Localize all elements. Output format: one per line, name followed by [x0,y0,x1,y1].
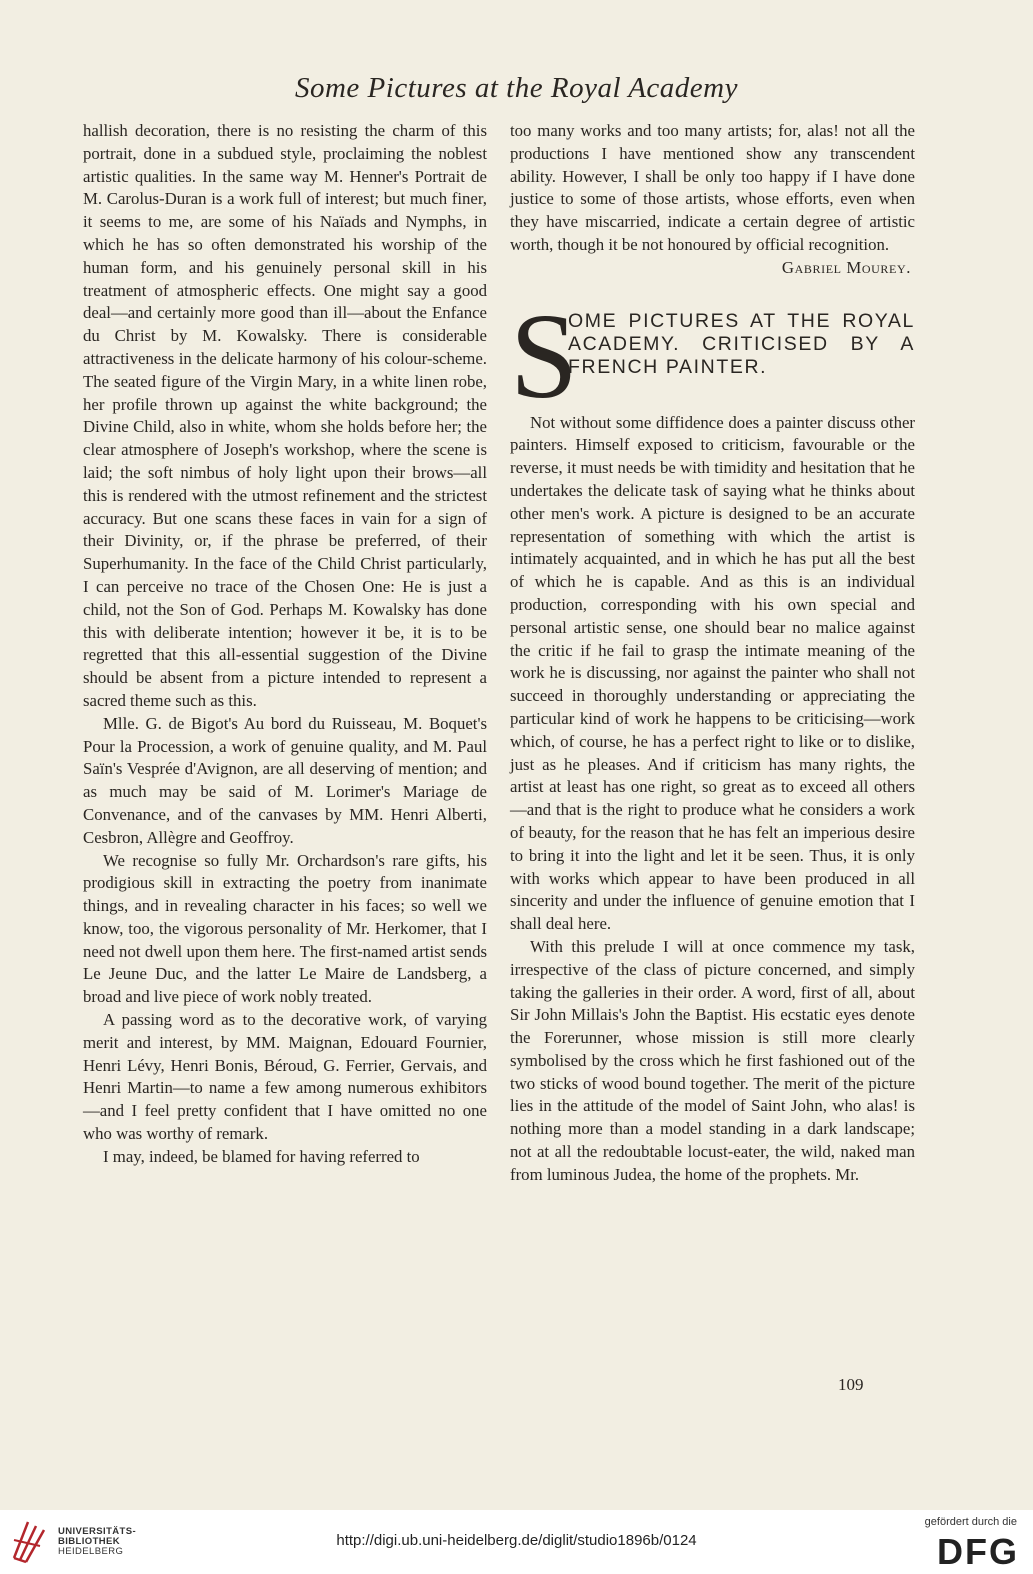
footer-bar [0,1510,1033,1574]
paragraph: hallish decoration, there is no resisting the charm of this portrait, done in a subdued style, proclaiming the noblest artistic qualities. In the same way M. Henner's Portrait de M. Carolus-Duran is a work full of interest; but much finer, it seems to me, are some of his Naïads and Nymphs, in which he has so often demonstrated his worship of the human form, and his genuinely personal skill in his treatment of atmospheric effects. One might say a good deal—and certainly more good than ill—about the Enfance du Christ by M. Kowalsky. There is considerable attractiveness in the delicate harmony of his colour-scheme. The seated figure of the Virgin Mary, in a white linen robe, her profile thrown up against the white background; the Divine Child, also in white, whom she holds before her; the clear atmosphere of Joseph's workshop, where the scene is laid; the soft nimbus of holy light upon their brows—all this is rendered with the utmost refinement and the strictest accuracy. But one scans these faces in vain for a sign of their Divinity, or, if the phrase be preferred, of their Superhumanity. In the face of the Child Christ particularly, I can perceive no trace of the Chosen One: He is just a child, not the Son of God. Perhaps M. Kowalsky has done this with deliberate intention; however it be, it is to be regretted that this all-essential suggestion of the Divine should be absent from a picture intended to represent a sacred theme such as this. [83,121,487,710]
paragraph: A passing word as to the decorative work, of varying merit and interest, by MM. Maignan, Edouard Fournier, Henri Lévy, Henri Bonis, Béroud, G. Ferrier, Gervais, and Henri Martin—to name a few among numerous exhibitors—and I feel pretty confident that I have omitted no one who was worthy of remark. [83,1010,487,1144]
paragraph: With this prelude I will at once commence my task, irrespective of the class of picture concerned, and simply taking the galleries in their order. A word, first of all, about Sir John Millais's John the Baptist. His ecstatic eyes denote the Forerunner, whose mission is still more clearly symbolised by the cross which he first fashioned out of the two sticks of wood bound together. The merit of the picture lies in the attitude of the model of Saint John, who alas! is nothing more than a model standing in a dark landscape; not at all the redoubtable locust-eater, the wild, naked man from luminous Judea, the home of the prophets. Mr. [510,936,915,1184]
dfg-logo: DFG [937,1531,1019,1572]
paragraph: We recognise so fully Mr. Orchardson's rare gifts, his prodigious skill in extracting the poetry from inanimate things, and in revealing character in his faces; so well we know, too, the vigorous personality of Mr. Herkomer, that I need not dwell upon them here. The first-named artist sends Le Jeune Duc, and the latter Le Maire de Landsberg, a broad and live piece of work nobly treated. [83,850,487,1007]
drop-cap: S [510,288,578,424]
left-column [83,120,487,1169]
paragraph: too many works and too many artists; for, alas! not all the productions I have mentioned show any transcendent ability. However, I shall be only too happy if I have done justice to some of those artists, whose efforts, even when they have miscarried, indicate a certain degree of artistic worth, though it be not honoured by official recognition. [510,121,915,254]
author-signature: Gabriel Mourey. [781,257,911,277]
funder-text: gefördert durch die [924,1516,1017,1528]
library-name: UNIVERSITÄTS- BIBLIOTHEK HEIDELBERG [58,1526,137,1557]
source-url-link[interactable]: http://digi.ub.uni-heidelberg.de/diglit/studio1896b/0124 [336,1532,697,1549]
article-title: OME PICTURES AT THE ROYAL ACADEMY. CRITICISED BY A FRENCH PAINTER. [568,309,915,378]
page-number: 109 [838,1375,864,1394]
paragraph: Mlle. G. de Bigot's Au bord du Ruisseau, M. Boquet's Pour la Procession, a work of genuine quality, and M. Paul Saïn's Vesprée d'Avignon, are all deserving of mention; and as much may be said of M. Lorimer's Mariage de Convenance, and of the canvases by MM. Henri Alberti, Cesbron, Allègre and Geoffroy. [83,713,487,847]
paragraph: Not without some diffidence does a painter discuss other painters. Himself exposed to criticism, favourable or the reverse, it must needs be with timidity and hesitation that he undertakes the delicate task of saying what he thinks about other men's work. A picture is designed to be an accurate representation of something with which the artist is intimately acquainted, and in which he has put all the best of which he is capable. And as this is an individual production, corresponding with his own special and personal artistic sense, one should bear no malice against the critic if he fail to grasp the intimate meaning of the work he is discussing, nor against the painter who shall not succeed in thoroughly understanding or appreciating the particular kind of work he happens to be criticising—work which, of course, he has a perfect right to like or to dislike, just as he pleases. And if criticism has many rights, the artist at least has one right, so great as to exceed all others—and that is the right to produce what he considers a work of beauty, for the reason that he has felt an imperious desire to bring it into the light and let it be seen. Thus, it is only with works which appear to have been produced in all sincerity and under the influence of genuine emotion that I shall deal here. [510,412,915,934]
paragraph: I may, indeed, be blamed for having referred to [103,1146,420,1166]
right-column [510,120,915,1187]
running-title: Some Pictures at the Royal Academy [294,72,738,104]
article-heading [510,288,915,424]
